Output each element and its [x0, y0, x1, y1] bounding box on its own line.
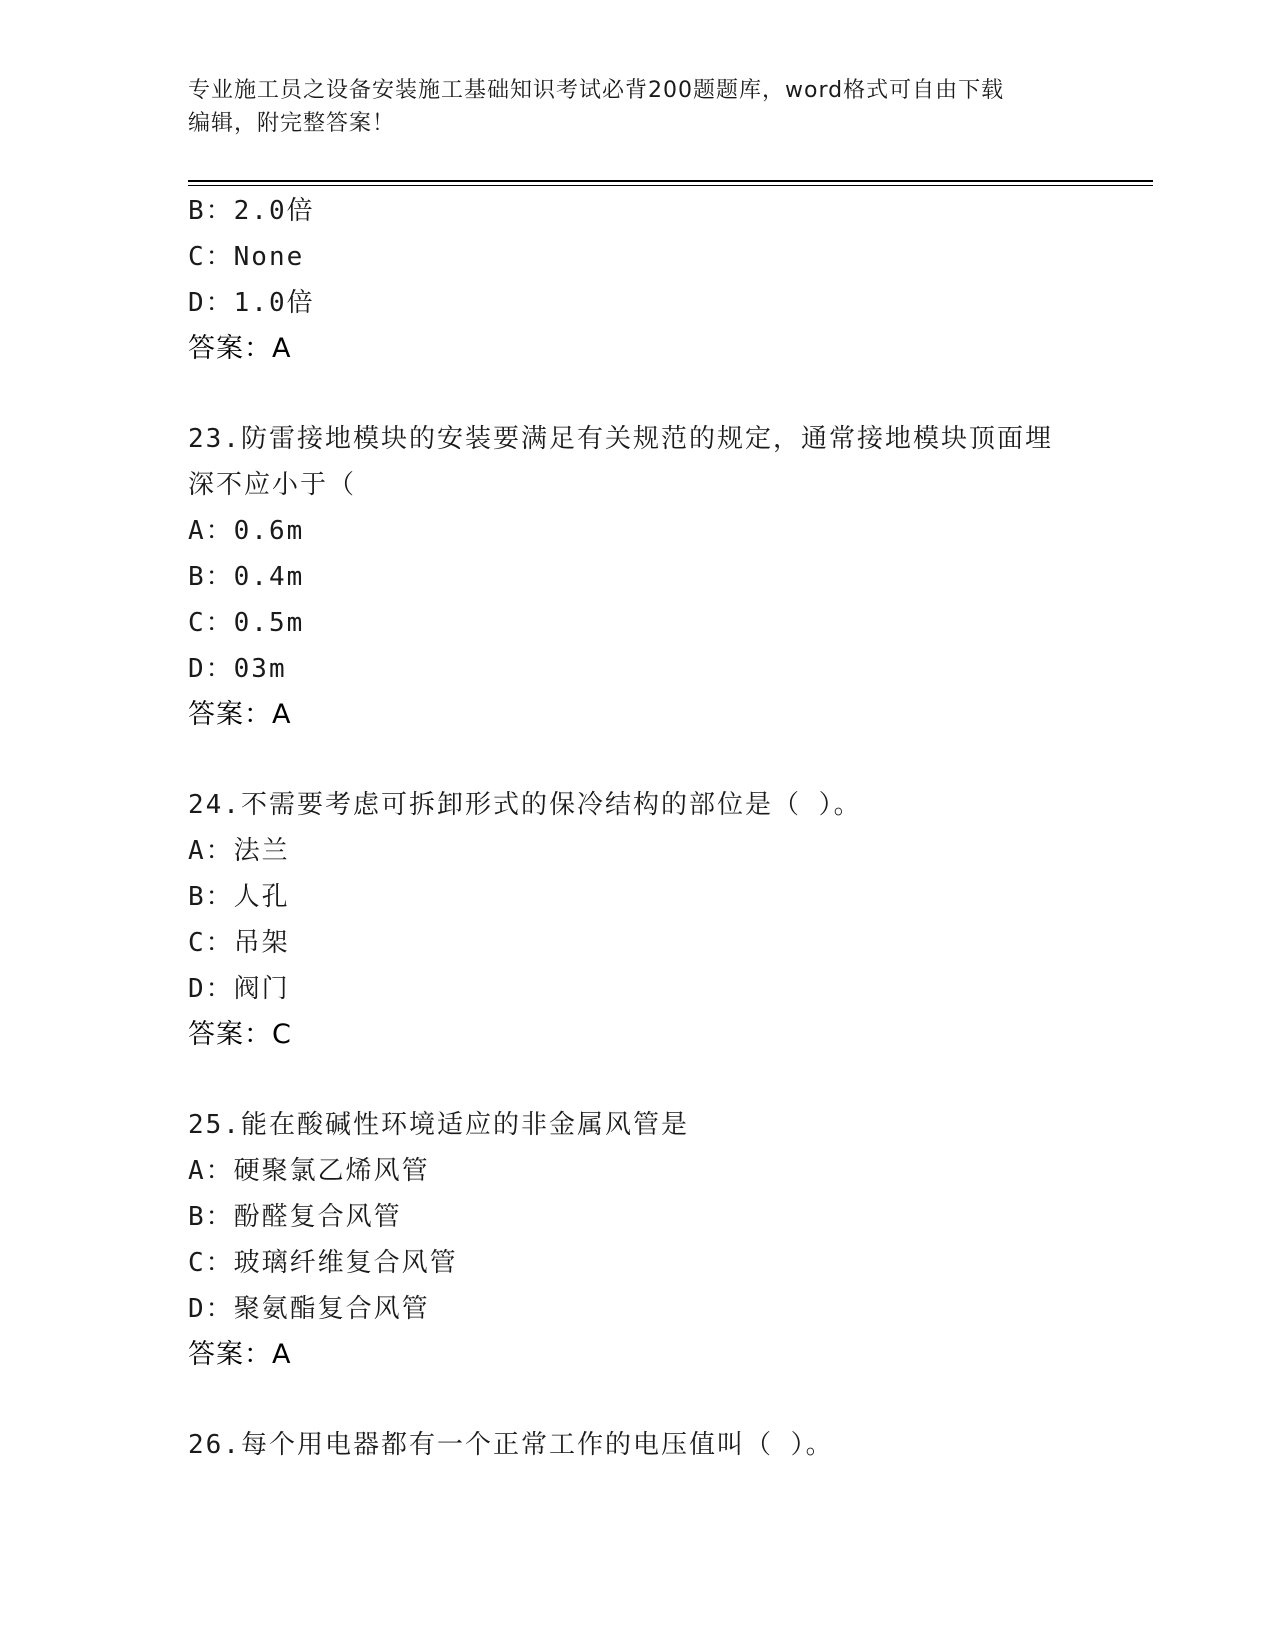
option-b: B：酚醛复合风管 — [188, 1202, 402, 1232]
header-divider-bottom — [188, 185, 1153, 186]
question-title-line-1: 23.防雷接地模块的安装要满足有关规范的规定，通常接地模块顶面埋 — [188, 424, 1053, 454]
answer: 答案：A — [188, 699, 292, 730]
document-title-line-1: 专业施工员之设备安装施工基础知识考试必背200题题库，word格式可自由下载 — [188, 78, 1005, 103]
option-a: A：法兰 — [188, 836, 290, 866]
document-title-line-2: 编辑，附完整答案！ — [188, 111, 396, 136]
question-title: 24.不需要考虑可拆卸形式的保冷结构的部位是（ ）。 — [188, 790, 862, 820]
option-c: C：None — [188, 242, 305, 272]
option-c: C：0.5m — [188, 608, 305, 638]
option-d: D：03m — [188, 654, 287, 684]
question-title: 26.每个用电器都有一个正常工作的电压值叫（ ）。 — [188, 1430, 834, 1460]
question-24 — [188, 782, 1088, 1058]
question-26 — [188, 1422, 1088, 1468]
question-23 — [188, 416, 1088, 738]
question-title: 25.能在酸碱性环境适应的非金属风管是 — [188, 1110, 689, 1140]
option-d: D：聚氨酯复合风管 — [188, 1294, 430, 1324]
option-c: C：吊架 — [188, 928, 290, 958]
answer: 答案：A — [188, 1339, 292, 1370]
header-divider-top — [188, 180, 1153, 182]
question-22 — [188, 188, 1088, 372]
question-title-line-2: 深不应小于（ — [188, 470, 357, 500]
option-d: D：1.0倍 — [188, 288, 315, 318]
option-b: B：2.0倍 — [188, 196, 315, 226]
question-25 — [188, 1102, 1088, 1378]
option-d: D：阀门 — [188, 974, 290, 1004]
option-a: A：0.6m — [188, 516, 305, 546]
answer: 答案：A — [188, 333, 292, 364]
answer: 答案：C — [188, 1019, 292, 1050]
option-c: C：玻璃纤维复合风管 — [188, 1248, 458, 1278]
option-b: B：0.4m — [188, 562, 305, 592]
question-list — [188, 188, 1088, 1468]
option-a: A：硬聚氯乙烯风管 — [188, 1156, 430, 1186]
option-b: B：人孔 — [188, 882, 290, 912]
document-header — [188, 74, 1088, 140]
